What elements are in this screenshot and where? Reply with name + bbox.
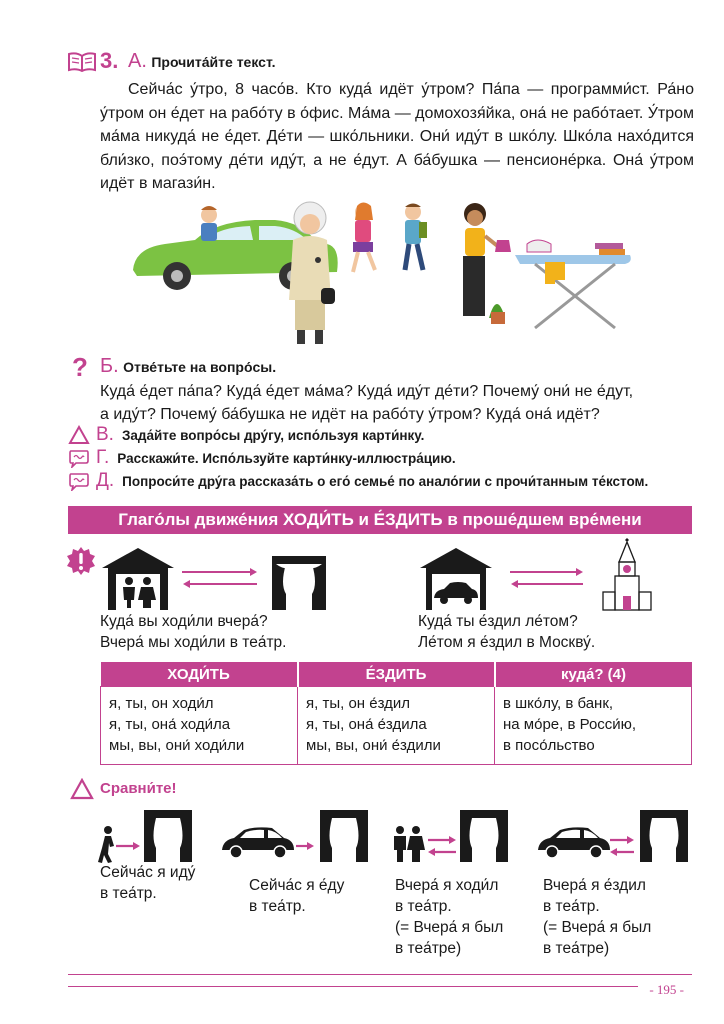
compare-item-3-line-4: в теа́тре)	[395, 940, 462, 957]
compare-item-1-line-2: в теа́тр.	[100, 885, 157, 902]
footer-rule-top	[68, 974, 692, 975]
mother-illustration	[463, 203, 511, 324]
page-number: - 195 -	[649, 982, 684, 997]
part-b-letter: Б.	[100, 355, 119, 377]
table-cell-khodit	[101, 687, 298, 765]
compare-item-3	[395, 875, 503, 959]
compare-item-4-line-2: в теа́тр.	[543, 898, 600, 915]
example-right-answer: Ле́том я е́здил в Москву́.	[418, 634, 596, 651]
table-header-khodit: ХОДИ́ТЬ	[101, 662, 298, 687]
open-book-icon	[68, 52, 96, 72]
attention-icon	[66, 546, 96, 576]
grandmother-illustration	[289, 202, 335, 344]
part-d-letter: Д.	[96, 470, 115, 491]
example-right-question: Куда́ ты е́здил ле́том?	[418, 613, 578, 630]
speech-bubble-icon	[68, 448, 90, 468]
conjugation-table	[100, 662, 692, 765]
khodit-form-1: я, ты, он ходи́л	[109, 695, 214, 712]
table-header-kuda: куда́? (4)	[495, 662, 692, 687]
triangle-icon	[70, 778, 94, 800]
exercise-v-row	[68, 423, 424, 447]
speech-bubble-icon	[68, 471, 90, 491]
compare-item-3-line-2: в теа́тр.	[395, 898, 452, 915]
kremlin-tower-icon	[603, 538, 651, 610]
exercise-number: 3.	[100, 48, 119, 73]
question-mark-icon: ?	[72, 352, 88, 382]
ezdit-form-2: я, ты, она́ е́здила	[306, 716, 427, 733]
compare-item-2-line-2: в теа́тр.	[249, 898, 306, 915]
compare-drove-diagram	[536, 808, 692, 864]
part-g-letter: Г.	[96, 447, 110, 468]
compare-item-3-line-3: (= Вчера́ я был	[395, 919, 504, 936]
ironing-board-illustration	[515, 240, 631, 328]
triangle-icon	[68, 425, 90, 445]
example-left-caption	[100, 611, 286, 653]
compare-item-4-line-3: (= Вчера́ я был	[543, 919, 652, 936]
khodit-form-3: мы, вы, они́ ходи́ли	[109, 737, 245, 754]
arrows-icon	[510, 568, 583, 588]
arrows-icon	[428, 836, 456, 856]
compare-item-1-line-1: Сейча́с я иду́	[100, 864, 196, 881]
kuda-example-1: в шко́лу, в банк,	[503, 695, 614, 712]
example-left-answer: Вчера́ мы ходи́ли в теа́тр.	[100, 634, 287, 651]
table-cell-ezdit	[298, 687, 495, 765]
footer-rule-bottom	[68, 986, 638, 987]
exercise-b-heading	[100, 355, 276, 378]
questions-line-1: Куда́ е́дет па́па? Куда́ е́дет ма́ма? Куда́ иду́т де́ти? Почему́ они́ не е́дут,	[100, 383, 634, 400]
part-b-instruction: Отве́тьте на вопро́сы.	[123, 359, 277, 375]
car-icon	[222, 827, 294, 858]
exercise-a-heading	[128, 50, 275, 73]
example-left-question: Куда́ вы ходи́ли вчера́?	[100, 613, 268, 630]
khodit-form-2: я, ты, она́ ходи́ла	[109, 716, 231, 733]
compare-walked-diagram	[390, 808, 520, 864]
house-people-icon	[102, 548, 174, 610]
compare-item-4-line-4: в теа́тре)	[543, 940, 610, 957]
ezdit-form-1: я, ты, он е́здил	[306, 695, 411, 712]
reading-paragraph: Сейча́с у́тро, 8 часо́в. Кто куда́ идёт у́тром? Па́па — программи́ст. Ра́но у́тром он е́дет на рабо́ту в о́фис. Ма́ма — домохозя́йка, она́ не рабо́тает. У́тром ма́ма никуда́ не е́дет. Де́ти — шко́льники. Они́ иду́т в шко́лу. Шко́ла нахо́дится бли́зко, поэ́тому де́ти иду́т, а не е́дут. А ба́бушка — пенсионе́рка. Она́ у́тром идёт в магази́н.	[100, 81, 694, 192]
car-icon	[538, 827, 610, 858]
part-v-letter: В.	[96, 424, 114, 445]
compare-item-2-line-1: Сейча́с я е́ду	[249, 877, 345, 894]
questions-line-2: а иду́т? Почему́ ба́бушка не идёт на рабо́ту у́тром? Куда́ она́ идёт?	[100, 406, 600, 423]
table-row	[101, 687, 692, 765]
compare-item-1	[100, 862, 195, 904]
drive-to-moscow-diagram	[418, 536, 658, 612]
garage-car-icon	[420, 548, 492, 610]
arrows-icon	[610, 836, 634, 856]
table-header-ezdit: Е́ЗДИТЬ	[298, 662, 495, 687]
compare-item-4	[543, 875, 651, 959]
compare-walk-diagram	[96, 808, 194, 864]
compare-item-3-line-1: Вчера́ я ходи́л	[395, 877, 499, 894]
arrows-icon	[182, 568, 257, 588]
arrow-right-icon	[296, 842, 314, 850]
example-right-caption	[418, 611, 595, 653]
part-d-instruction: Попроси́те дру́га рассказа́ть о его́ семье́ по анало́гии с прочи́танным те́кстом.	[122, 473, 649, 489]
theatre-curtain-icon	[272, 556, 326, 610]
people-icon	[394, 826, 425, 862]
reading-text	[100, 78, 694, 196]
part-g-instruction: Расскажи́те. Испо́льзуйте карти́нку-иллюстра́цию.	[117, 450, 456, 466]
compare-drive-diagram	[220, 808, 370, 864]
theatre-curtain-icon	[460, 810, 508, 862]
compare-item-4-line-1: Вчера́ я е́здил	[543, 877, 646, 894]
walk-to-theatre-diagram	[100, 544, 330, 612]
ezdit-form-3: мы, вы, они́ е́здили	[306, 737, 441, 754]
exercise-g-row	[68, 446, 456, 470]
arrow-right-icon	[116, 842, 140, 850]
part-a-letter: А.	[128, 50, 147, 72]
compare-item-2	[249, 875, 344, 917]
compare-title: Сравни́те!	[100, 780, 177, 797]
family-illustration	[125, 200, 635, 350]
theatre-curtain-icon	[144, 810, 192, 862]
part-v-instruction: Зада́йте вопро́сы дру́гу, испо́льзуя карти́нку.	[121, 427, 425, 443]
part-a-instruction: Прочита́йте текст.	[151, 54, 276, 70]
kuda-example-2: на мо́ре, в Росси́ю,	[503, 716, 637, 733]
walking-person-icon	[98, 826, 114, 863]
theatre-curtain-icon	[320, 810, 368, 862]
table-cell-kuda	[495, 687, 692, 765]
grammar-banner: Глаго́лы движе́ния ХОДИ́ТЬ и Е́ЗДИТЬ в проше́дшем вре́мени	[68, 506, 692, 534]
children-illustration	[353, 203, 427, 273]
exercise-d-row	[68, 469, 648, 493]
theatre-curtain-icon	[640, 810, 688, 862]
kuda-example-3: в посо́льство	[503, 737, 595, 754]
